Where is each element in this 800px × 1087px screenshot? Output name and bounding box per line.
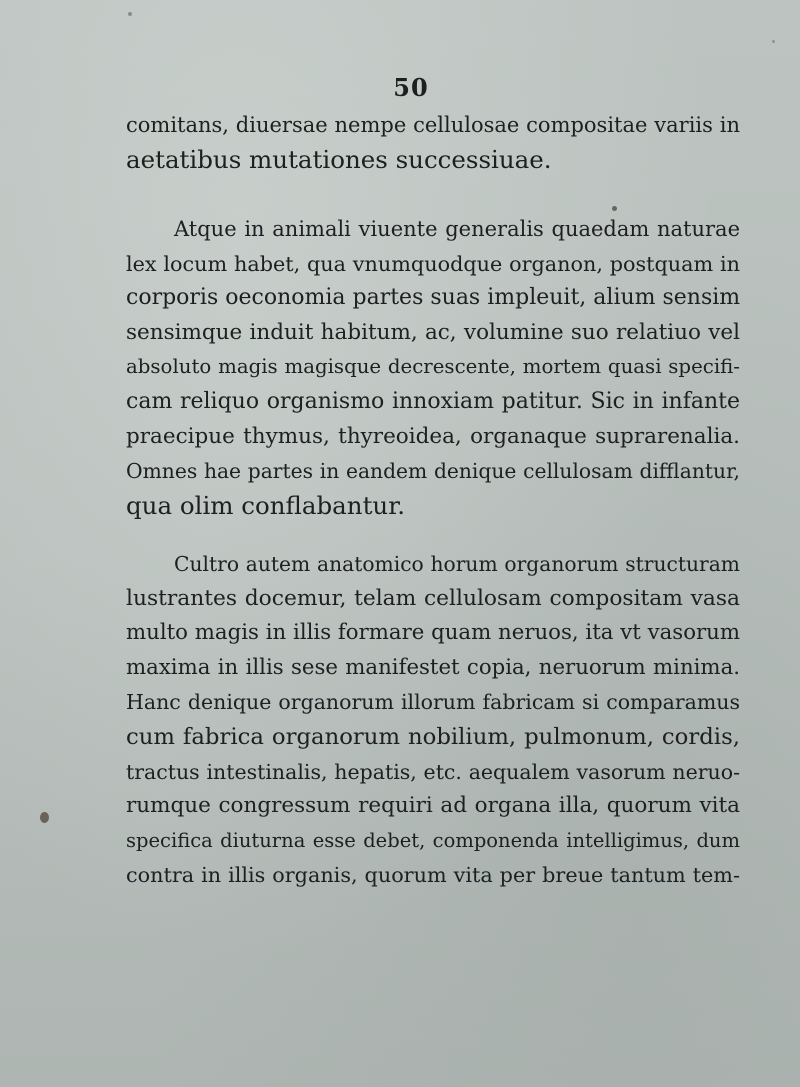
text-line: absoluto magis magisque decrescente, mortem quasi specifi- [126,355,740,379]
text-line: Omnes hae partes in eandem denique cellulosam difflantur, [126,459,740,484]
text-line: maxima in illis sese manifestet copia, neruorum minima. [126,654,740,680]
page-number: 50 [393,73,429,102]
foxing-speck [612,206,617,211]
paragraph-1 [126,108,740,177]
text-line: Cultro autem anatomico horum organorum structuram [174,552,740,576]
text-line: cum fabrica organorum nobilium, pulmonum, cordis, [126,723,740,750]
text-line: Atque in animali viuente generalis quaedam naturae [174,217,740,241]
paragraph-3 [126,547,740,893]
text-line: aetatibus mutationes successiuae. [126,144,552,174]
text-line: qua olim conflabantur. [126,490,405,520]
paragraph-2 [126,212,740,523]
text-line: praecipue thymus, thyreoidea, organaque suprarenalia. [126,423,740,449]
text-line: tractus intestinalis, hepatis, etc. aequalem vasorum neruo- [126,759,740,784]
text-line: lustrantes docemur, telam cellulosam compositam vasa [126,585,740,611]
text-line: contra in illis organis, quorum vita per breue tantum tem- [126,863,740,888]
foxing-speck [772,40,775,43]
text-line: comitans, diuersae nempe cellulosae compositae variis in [126,113,740,137]
text-line: Hanc denique organorum illorum fabricam si comparamus [126,690,740,715]
text-line: rumque congressum requiri ad organa illa, quorum vita [126,793,740,819]
text-line: corporis oeconomia partes suas impleuit, alium sensim [126,285,741,311]
foxing-speck [128,12,132,16]
foxing-speck [40,812,49,823]
text-line: lex locum habet, qua vnumquodque organon, postquam in [126,251,740,276]
text-line: multo magis in illis formare quam neruos, ita vt vasorum [126,620,740,646]
text-line: sensimque induit habitum, ac, volumine suo relatiuo vel [126,319,740,345]
text-line: specifica diuturna esse debet, componenda intelligimus, dum [126,828,740,852]
text-line: cam reliquo organismo innoxiam patitur. Sic in infante [126,388,740,414]
